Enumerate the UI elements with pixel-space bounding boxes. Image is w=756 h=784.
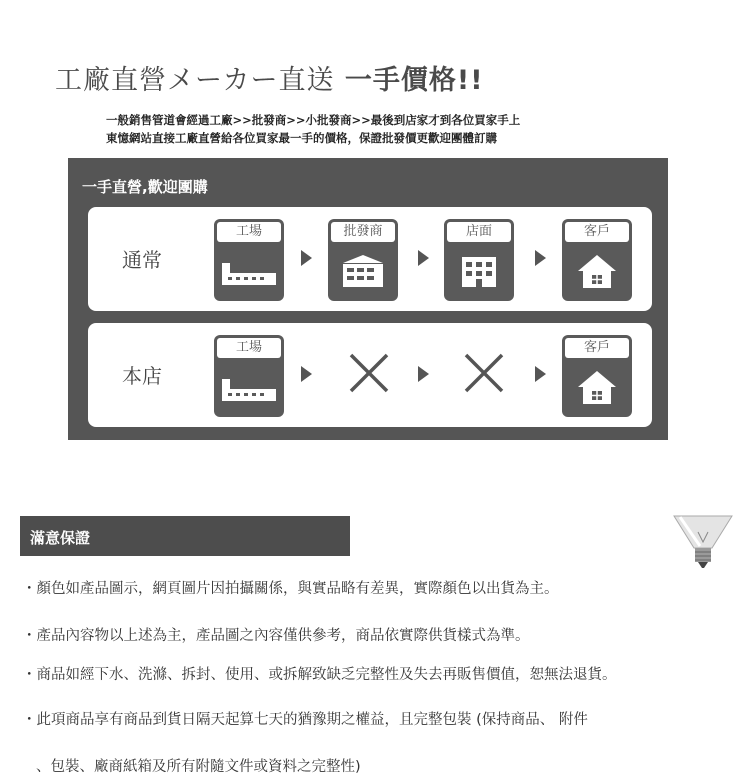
- arrow-right-icon: [301, 250, 312, 266]
- arrow-right-icon: [301, 366, 312, 382]
- guarantee-header: [20, 516, 350, 556]
- row-label: 本店: [122, 364, 162, 388]
- note-item: ・此項商品享有商品到貨日隔天起算七天的猶豫期之權益，且完整包裝 (保持商品、 附件: [22, 712, 588, 728]
- light-bulb-icon: [668, 508, 738, 574]
- step-label: 批發商: [331, 222, 395, 242]
- shop-building-icon: [444, 247, 514, 295]
- flow-row-our-store: [88, 323, 652, 427]
- arrow-right-icon: [418, 250, 429, 266]
- cross-icon: [462, 351, 506, 395]
- step-customer: [562, 219, 632, 301]
- guarantee-title: 滿意保證: [30, 529, 91, 547]
- step-label: 店面: [447, 222, 511, 242]
- page-title: [55, 58, 484, 97]
- arrow-right-icon: [418, 366, 429, 382]
- house-icon: [562, 247, 632, 295]
- intro-line-2: 東憶網站直接工廠直營給各位買家最一手的價格，保證批發價更歡迎團體訂購: [106, 131, 497, 145]
- step-customer: [562, 335, 632, 417]
- flow-heading: 一手直營,歡迎團購: [82, 178, 208, 196]
- step-factory: [214, 219, 284, 301]
- note-item: ・顏色如產品圖示，網頁圖片因拍攝關係，與實品略有差異，實際顏色以出貨為主。: [22, 581, 559, 597]
- flow-row-usual: [88, 207, 652, 311]
- note-item: ・商品如經下水、洗滌、拆封、使用、或拆解致缺乏完整性及失去再販售價值，恕無法退貨。: [22, 667, 617, 683]
- factory-icon: [214, 247, 284, 295]
- note-item: ・產品內容物以上述為主，產品圖之內容僅供參考，商品依實際供貨樣式為準。: [22, 628, 530, 644]
- factory-icon: [214, 363, 284, 411]
- note-item-continued: 、包裝、廠商紙箱及所有附隨文件或資料之完整性): [36, 759, 361, 775]
- arrow-right-icon: [535, 366, 546, 382]
- house-icon: [562, 363, 632, 411]
- step-label: 客戶: [565, 222, 629, 242]
- arrow-right-icon: [535, 250, 546, 266]
- wholesale-building-icon: [328, 247, 398, 295]
- step-label: 客戶: [565, 338, 629, 358]
- row-label: 通常: [122, 248, 162, 272]
- step-shop: [444, 219, 514, 301]
- cross-icon: [347, 351, 391, 395]
- step-factory: [214, 335, 284, 417]
- step-label: 工場: [217, 222, 281, 242]
- step-wholesaler: [328, 219, 398, 301]
- intro-line-1: 一般銷售管道會經過工廠>>批發商>>小批發商>>最後到店家才到各位買家手上: [106, 113, 521, 127]
- title-part-1: 工廠直營メーカー直送: [55, 65, 335, 96]
- title-part-2: 一手價格!!: [344, 65, 484, 96]
- step-label: 工場: [217, 338, 281, 358]
